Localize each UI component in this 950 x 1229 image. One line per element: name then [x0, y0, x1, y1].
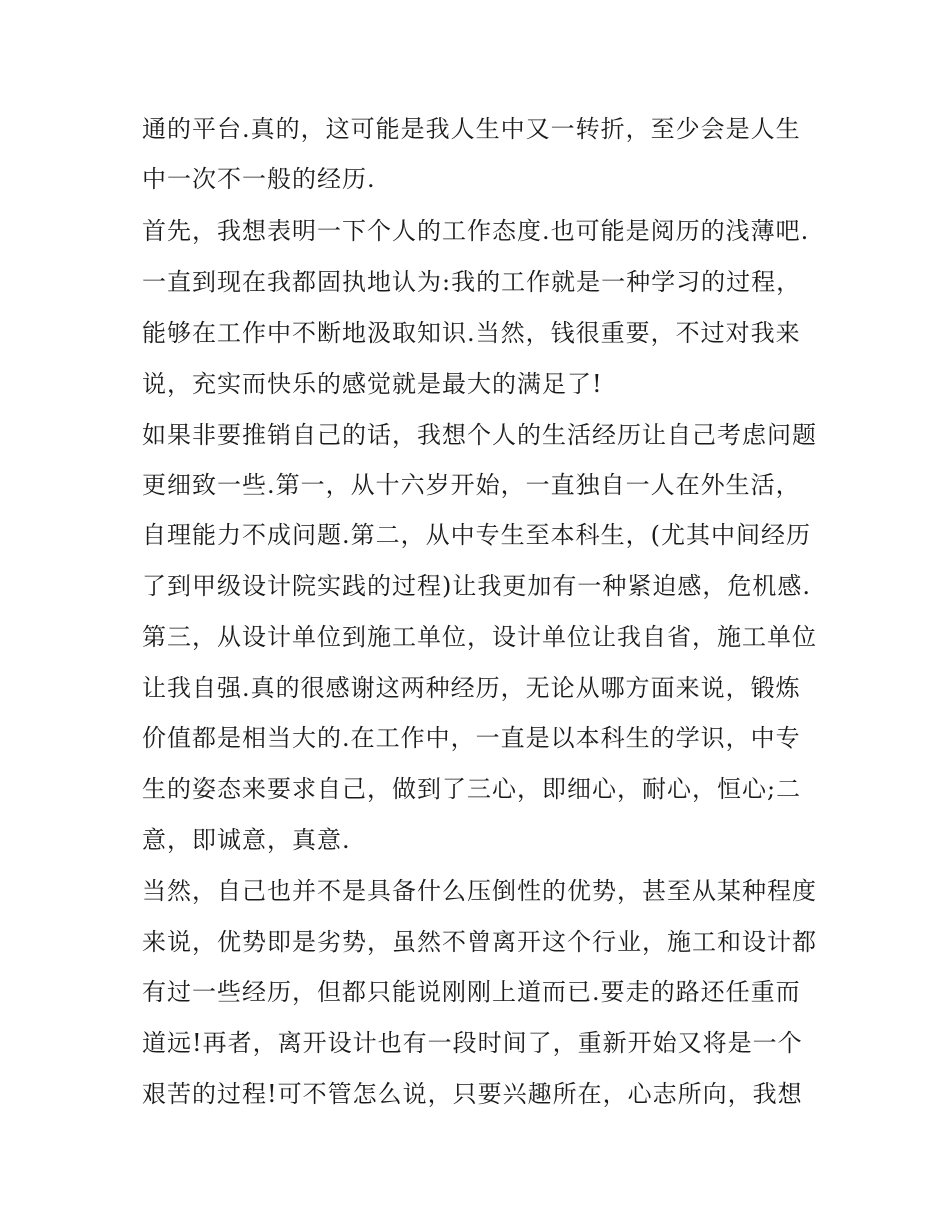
text-line: 第三，从设计单位到施工单位，设计单位让我自省，施工单位	[142, 623, 817, 651]
text-line: 更细致一些.第一，从十六岁开始，一直独自一人在外生活，	[142, 471, 801, 499]
text-line: 价值都是相当大的.在工作中，一直是以本科生的学识，中专	[142, 724, 801, 752]
text-line: 通的平台.真的，这可能是我人生中又一转折，至少会是人生	[142, 115, 801, 143]
text-line: 中一次不一般的经历.	[142, 165, 376, 193]
text-line: 当然，自己也并不是具备什么压倒性的优势，甚至从某种程度	[142, 877, 817, 905]
text-line: 道远!再者，离开设计也有一段时间了，重新开始又将是一个	[142, 1029, 803, 1057]
text-line: 能够在工作中不断地汲取知识.当然，钱很重要，不过对我来	[142, 319, 801, 347]
text-line: 艰苦的过程!可不管怎么说，只要兴趣所在，心志所向，我想	[142, 1080, 803, 1108]
text-line: 让我自强.真的很感谢这两种经历，无论从哪方面来说，锻炼	[142, 674, 801, 702]
text-line: 如果非要推销自己的话，我想个人的生活经历让自己考虑问题	[142, 421, 817, 449]
text-line: 首先，我想表明一下个人的工作态度.也可能是阅历的浅薄吧.	[142, 217, 810, 245]
text-line: 一直到现在我都固执地认为:我的工作就是一种学习的过程，	[142, 268, 802, 296]
text-line: 有过一些经历，但都只能说刚刚上道而已.要走的路还任重而	[142, 978, 801, 1006]
text-line: 来说，优势即是劣势，虽然不曾离开这个行业，施工和设计都	[142, 928, 817, 956]
text-line: 生的姿态来要求自己，做到了三心，即细心，耐心，恒心;二	[142, 775, 802, 803]
text-line: 了到甲级设计院实践的过程)让我更加有一种紧迫感，危机感.	[142, 572, 811, 600]
text-line: 说，充实而快乐的感觉就是最大的满足了!	[142, 370, 603, 398]
text-line: 自理能力不成问题.第二，从中专生至本科生，(尤其中间经历	[142, 521, 811, 549]
text-line: 意，即诚意，真意.	[142, 826, 351, 854]
